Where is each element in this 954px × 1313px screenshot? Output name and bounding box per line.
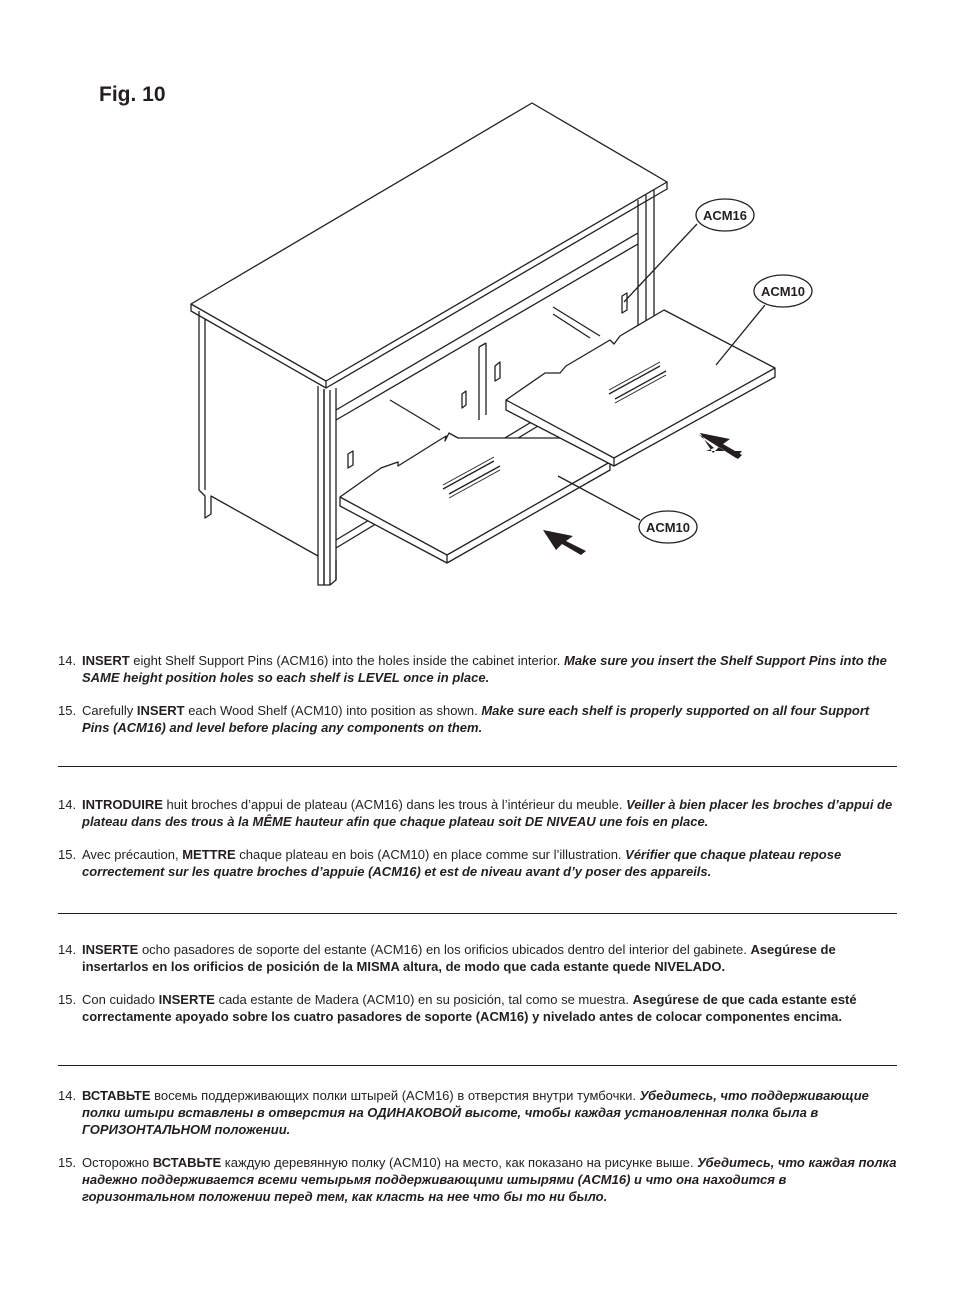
step-14-es xyxy=(58,941,898,975)
step-text: cada estante de Madera (ACM10) en su posición, tal como se muestra. xyxy=(214,992,633,1007)
step-warning: Vérifier que chaque plateau repose correctement sur les quatre broches d’appuie (ACM16) et est de niveau avant d’y poser des appareils. xyxy=(82,847,842,879)
step-text: восемь поддерживающих полки штырей (ACM16) в отверстия внутри тумбочки. xyxy=(150,1088,640,1103)
step-15-en xyxy=(58,702,898,736)
step-number: 14. xyxy=(58,1088,77,1103)
step-verb: INSERTE xyxy=(82,942,139,957)
cabinet-shelf-illustration xyxy=(0,0,954,620)
step-14-en xyxy=(58,652,898,686)
step-15-es xyxy=(58,991,898,1025)
callout-acm10-lower-label: ACM10 xyxy=(645,520,691,535)
step-text: каждую деревянную полку (ACM10) на место, как показано на рисунке выше. xyxy=(221,1155,698,1170)
step-warning: Убедитесь, что поддерживающие полки штыри вставлены в отверстия на ОДИНАКОВОЙ высоте, чтобы каждая установленная полка была в ГОРИЗОНТАЛЬНОМ положении. xyxy=(82,1088,869,1137)
step-14-ru xyxy=(58,1087,898,1138)
step-14-fr xyxy=(58,796,898,830)
instructions-ru xyxy=(58,1087,898,1205)
step-verb: ВСТАВЬТЕ xyxy=(152,1155,222,1170)
step-warning: Убедитесь, что каждая полка надежно поддерживается всеми четырьмя поддерживающими штырями (ACM16) и что она находится в горизонтальном положении перед тем, как класть на нее что бы то ни было. xyxy=(82,1155,897,1204)
step-text: Avec précaution, xyxy=(82,847,183,862)
figure-title: Fig. 10 xyxy=(99,83,166,106)
step-verb: INSERTE xyxy=(158,992,215,1007)
step-text: Carefully xyxy=(82,703,137,718)
step-text: huit broches d’appui de plateau (ACM16) dans les trous à l’intérieur du meuble. xyxy=(162,797,627,812)
leader-acm10-lower xyxy=(558,476,640,520)
step-number: 15. xyxy=(58,1155,77,1170)
step-warning: Asegúrese de que cada estante esté correctamente apoyado sobre los cuatro pasadores de soporte (ACM16) y nivelado antes de colocar componentes encima. xyxy=(82,992,857,1024)
step-warning: Veiller à bien placer les broches d’appui de plateau dans des trous à la MÊME hauteur afin que chaque plateau soit DE NIVEAU une fois en place. xyxy=(82,797,893,829)
instructions-es xyxy=(58,941,898,1025)
step-verb: INSERT xyxy=(82,653,130,668)
callout-acm16-label: ACM16 xyxy=(702,208,748,223)
step-number: 14. xyxy=(58,653,77,668)
step-warning: Asegúrese de insertarlos en los orificios de posición de la MISMA altura, de modo que cada estante quede NIVELADO. xyxy=(82,942,836,974)
step-verb: INTRODUIRE xyxy=(82,797,163,812)
step-text: ocho pasadores de soporte del estante (ACM16) en los orificios ubicados dentro del interior del gabinete. xyxy=(138,942,751,957)
step-number: 14. xyxy=(58,797,77,812)
step-warning: Make sure you insert the Shelf Support Pins into the SAME height position holes so each shelf is LEVEL once in place. xyxy=(82,653,887,685)
step-verb: INSERT xyxy=(136,703,185,718)
step-number: 15. xyxy=(58,703,77,718)
step-text: chaque plateau en bois (ACM10) en place comme sur l’illustration. xyxy=(235,847,626,862)
step-verb: ВСТАВЬТЕ xyxy=(82,1088,151,1103)
step-15-ru xyxy=(58,1154,898,1205)
step-text: Con cuidado xyxy=(82,992,159,1007)
divider xyxy=(58,913,897,914)
step-number: 14. xyxy=(58,942,77,957)
instructions-en xyxy=(58,652,898,736)
divider xyxy=(58,766,897,767)
cabinet-top xyxy=(191,103,667,381)
leader-acm16 xyxy=(624,224,697,302)
callout-acm10-upper-label: ACM10 xyxy=(760,284,806,299)
step-text: Осторожно xyxy=(82,1155,153,1170)
step-15-fr xyxy=(58,846,898,880)
step-warning: Make sure each shelf is properly supported on all four Support Pins (ACM16) and level before placing any components on them. xyxy=(82,703,870,735)
step-number: 15. xyxy=(58,847,77,862)
insert-arrow-upper xyxy=(698,433,742,459)
step-text: eight Shelf Support Pins (ACM16) into the holes inside the cabinet interior. xyxy=(129,653,564,668)
insert-arrow-lower xyxy=(543,530,586,555)
step-text: each Wood Shelf (ACM10) into position as shown. xyxy=(184,703,482,718)
instructions-fr xyxy=(58,796,898,880)
divider xyxy=(58,1065,897,1066)
step-verb: METTRE xyxy=(182,847,236,862)
step-number: 15. xyxy=(58,992,77,1007)
